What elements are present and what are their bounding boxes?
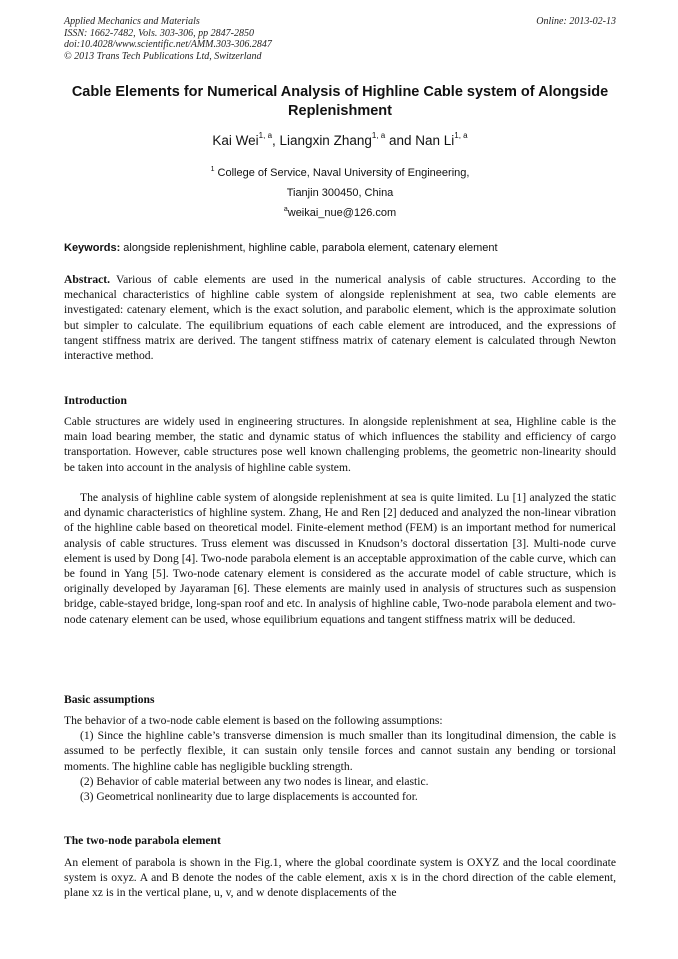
abstract-text: Various of cable elements are used in the numerical analysis of cable structures. According to the mechanical characteristics of highline cable system of alongside replenishment at sea, two cable elements are investigated: catenary element, which is the exact solution, and parabolic element, which is the approximate solution but simpler to calculate. The equilibrium equations of each cable element are introduced, and the expressions of tangent stiffness matrix are derived. The tangent stiffness matrix of catenary element is calculated through Newton interactive method.: [64, 273, 616, 363]
abstract-label: Abstract.: [64, 273, 111, 286]
author-separator: and: [385, 133, 416, 148]
author-name: Nan Li: [415, 133, 455, 148]
keywords-label: Keywords:: [64, 242, 121, 254]
author-separator: ,: [272, 133, 280, 148]
affiliation: [64, 163, 616, 223]
issn-line: ISSN: 1662-7482, Vols. 303-306, pp 2847-2850: [64, 27, 254, 39]
author-affil-mark: 1, a: [371, 131, 386, 140]
author-affil-mark: 1, a: [454, 131, 468, 140]
paper-title: Cable Elements for Numerical Analysis of Highline Cable system of Alongside Replenishment: [71, 84, 609, 119]
section-heading-assumptions: Basic assumptions: [64, 693, 155, 706]
assumptions-list: [64, 713, 616, 804]
author-name: Kai Wei: [212, 133, 259, 148]
keywords-text: alongside replenishment, highline cable, parabola element, catenary element: [120, 242, 498, 254]
author-name: Liangxin Zhang: [279, 133, 372, 148]
assumption-item: (1) Since the highline cable’s transverse dimension is much smaller than its longitudinal dimension, the cable is assumed to be perfectly flexible, it can sustain only tensile forces and cannot sustain any bending or torsional moments. The highline cable has negligible buckling strength.: [64, 729, 616, 773]
abstract: [64, 272, 616, 363]
affiliation-email-line: [64, 203, 616, 223]
affiliation-city: Tianjin 300450, China: [286, 187, 394, 199]
introduction-paragraph-2: [64, 490, 616, 627]
assumptions-intro: The behavior of a two-node cable element is based on the following assumptions:: [64, 714, 443, 727]
author-affil-mark: 1, a: [258, 131, 273, 140]
section-heading-parabola: The two-node parabola element: [64, 834, 221, 847]
introduction-paragraph-1: Cable structures are widely used in engineering structures. In alongside replenishment at sea, Highline cable is the main load bearing member, the static and dynamic status of which influences the stability and efficiency of cargo transportation. However, cable structures pose well known challenging problems, the geometric non-linearity should be taken into account in the analysis of highline cable system.: [64, 415, 616, 474]
online-date: Online: 2013-02-13: [536, 16, 616, 27]
author-list: [64, 132, 616, 150]
affiliation-mark: 1: [210, 166, 215, 173]
assumption-item: (2) Behavior of cable material between any two nodes is linear, and elastic.: [80, 774, 429, 788]
affiliation-line: [64, 163, 616, 183]
affiliation-institution: College of Service, Naval University of Engineering,: [214, 167, 470, 179]
email-mark: a: [283, 206, 288, 213]
copyright-line: © 2013 Trans Tech Publications Ltd, Switzerland: [64, 50, 262, 62]
journal-name: Applied Mechanics and Materials: [64, 16, 200, 27]
doi-line: doi:10.4028/www.scientific.net/AMM.303-306.2847: [64, 39, 272, 50]
assumption-item: (3) Geometrical nonlinearity due to large displacements is accounted for.: [80, 790, 418, 804]
journal-header: [64, 16, 272, 62]
parabola-paragraph-1: An element of parabola is shown in the Fig.1, where the global coordinate system is OXYZ and the local coordinate system is oxyz. A and B denote the nodes of the cable element, axis x is in the chord direction of the cable element, plane xz is in the vertical plane, u, v, and w denote displacements of the: [64, 856, 616, 900]
introduction-paragraph-2-text: The analysis of highline cable system of alongside replenishment at sea is quite limited. Lu [1] analyzed the static and dynamic characteristics of highline system. Zhang, He and Ren [2] deduced and analyzed the non-linear vibration of the highline cable based on theoretical model. Finite-element method (FEM) is an important method for numerical analysis of cable structures. Truss element was discussed in Knudson’s doctoral dissertation [3]. Multi-node curve element is used by Dong [4]. Two-node parabola element is an acceptable approximation of the cable curve, which can be found in Yang [5]. Two-node catenary element is considered as the accurate model of cable structure, which is originally developed by Jayaraman [6]. These elements are mainly used in analysis of structures such as suspension bridge, cable-stayed bridge, long-span roof and etc. In analysis of highline cable, Two-node parabola element and two-node catenary element can be used, whose equilibrium equations and tangent stiffness matrix will be deduced.: [64, 491, 616, 626]
section-heading-introduction: Introduction: [64, 394, 127, 407]
author-email: weikai_nue@126.com: [287, 207, 397, 219]
keywords: [64, 241, 616, 255]
